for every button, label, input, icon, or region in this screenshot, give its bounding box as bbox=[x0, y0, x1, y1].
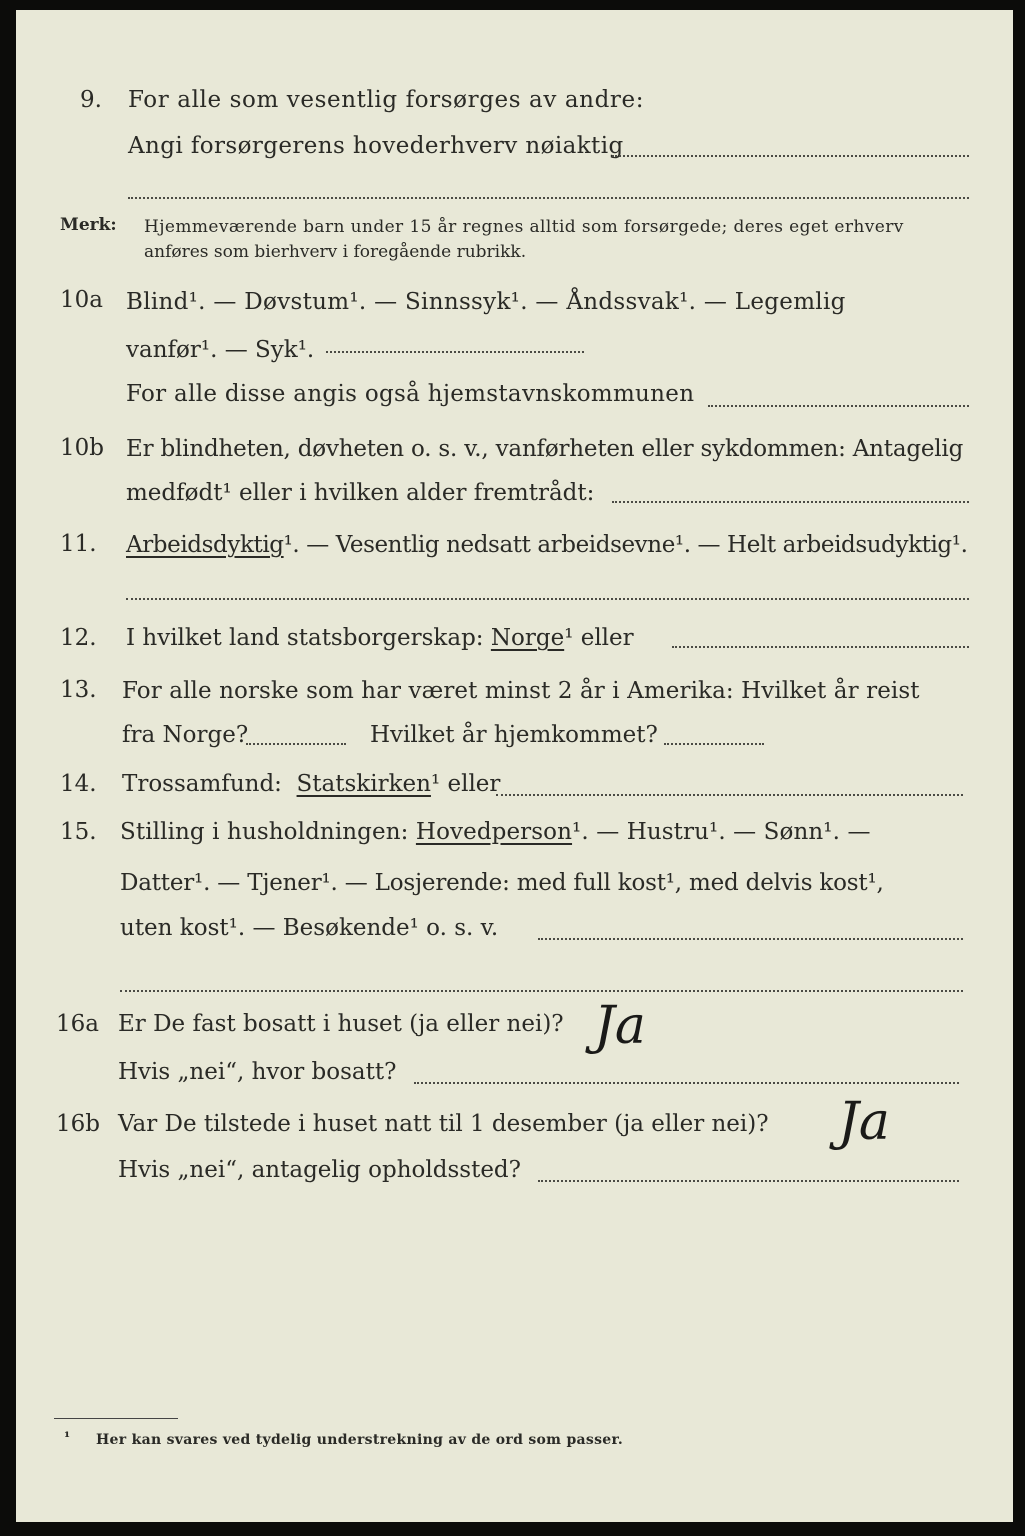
q16b-line1: Var De tilstede i huset natt til 1 desember (ja eller nei)? bbox=[118, 1111, 769, 1137]
q10b-number: 10b bbox=[60, 435, 104, 461]
q16b-handwritten-answer: Ja bbox=[838, 1092, 890, 1152]
merk-line2: anføres som bierhverv i foregående rubrikk. bbox=[144, 242, 527, 262]
q9-answer-line bbox=[612, 155, 969, 157]
q10b-line1: Er blindheten, døvheten o. s. v., vanførheten eller sykdommen: Antagelig bbox=[126, 436, 964, 462]
q10a-line3: For alle disse angis også hjemstavnskommunen bbox=[126, 381, 695, 407]
q14-post: ¹ eller bbox=[430, 771, 501, 797]
q15-answer-line-2 bbox=[120, 990, 963, 992]
q12-post: ¹ eller bbox=[564, 625, 634, 651]
q15-pre: Stilling i husholdningen: bbox=[120, 819, 409, 845]
census-form-page bbox=[16, 10, 1013, 1522]
q15-answer-line bbox=[538, 938, 963, 940]
q12-line bbox=[126, 624, 634, 652]
q14-number: 14. bbox=[60, 771, 97, 797]
q13-line2b: Hvilket år hjemkommet? bbox=[370, 722, 658, 748]
q16a-line1: Er De fast bosatt i huset (ja eller nei)? bbox=[118, 1011, 564, 1037]
q14-option-statskirken[interactable]: Statskirken bbox=[296, 771, 431, 797]
q15-line1-rest: ¹. — Hustru¹. — Sønn¹. — bbox=[572, 819, 871, 845]
q9-line1: For alle som vesentlig forsørges av andre: bbox=[128, 87, 645, 113]
merk-line1: Hjemmeværende barn under 15 år regnes alltid som forsørgede; deres eget erhverv bbox=[144, 217, 904, 237]
q14-answer-line bbox=[496, 794, 963, 796]
q13-hjemkommet-line bbox=[664, 743, 764, 745]
q10a-line2: vanfør¹. — Syk¹. bbox=[126, 337, 315, 363]
q16a-line2: Hvis „nei“, hvor bosatt? bbox=[118, 1059, 397, 1085]
q10b-answer-line bbox=[612, 501, 969, 503]
q16b-number: 16b bbox=[56, 1111, 100, 1137]
q9-line2: Angi forsørgerens hovederhverv nøiaktig bbox=[128, 133, 624, 159]
q11-number: 11. bbox=[60, 531, 97, 557]
q15-option-hovedperson[interactable]: Hovedperson bbox=[415, 819, 573, 845]
q11-rest: ¹. — Vesentlig nedsatt arbeidsevne¹. — Helt arbeidsudyktig¹. bbox=[283, 532, 968, 558]
footnote-rule bbox=[54, 1418, 178, 1419]
q9-number: 9. bbox=[80, 87, 102, 113]
q10a-kommune-line bbox=[708, 405, 969, 407]
q11-option-arbeidsdyktig[interactable]: Arbeidsdyktig bbox=[126, 532, 284, 558]
q15-line2: Datter¹. — Tjener¹. — Losjerende: med full kost¹, med delvis kost¹, bbox=[120, 870, 884, 896]
q10a-answer-line bbox=[326, 351, 584, 353]
q10a-number: 10a bbox=[60, 287, 103, 313]
footnote-text: Her kan svares ved tydelig understrekning av de ord som passer. bbox=[96, 1432, 624, 1448]
q16b-line2: Hvis „nei“, antagelig opholdssted? bbox=[118, 1157, 521, 1183]
q13-line2a: fra Norge? bbox=[122, 722, 249, 748]
q16a-handwritten-answer: Ja bbox=[594, 996, 646, 1056]
q15-line1 bbox=[120, 818, 871, 846]
q10a-line1: Blind¹. — Døvstum¹. — Sinnssyk¹. — Åndssvak¹. — Legemlig bbox=[126, 289, 846, 315]
q11-answer-line bbox=[126, 598, 969, 600]
q16a-number: 16a bbox=[56, 1011, 99, 1037]
q13-number: 13. bbox=[60, 677, 97, 703]
q12-number: 12. bbox=[60, 625, 97, 651]
q14-line bbox=[122, 770, 500, 798]
q14-pre: Trossamfund: bbox=[122, 771, 282, 797]
q13-reist-line bbox=[246, 743, 346, 745]
q11-line bbox=[126, 531, 967, 559]
q10b-line2: medfødt¹ eller i hvilken alder fremtrådt: bbox=[126, 480, 595, 506]
q12-answer-line bbox=[672, 646, 969, 648]
merk-label: Merk: bbox=[60, 215, 117, 235]
q16a-answer-line bbox=[414, 1082, 959, 1084]
q15-line3: uten kost¹. — Besøkende¹ o. s. v. bbox=[120, 915, 499, 941]
footnote-mark: ¹ bbox=[64, 1430, 71, 1446]
q9-answer-line-2 bbox=[128, 197, 969, 199]
q12-option-norge[interactable]: Norge bbox=[490, 625, 565, 651]
q15-number: 15. bbox=[60, 819, 97, 845]
q12-pre: I hvilket land statsborgerskap: bbox=[126, 625, 484, 651]
q16b-answer-line bbox=[538, 1180, 959, 1182]
q13-line1: For alle norske som har været minst 2 år i Amerika: Hvilket år reist bbox=[122, 678, 920, 704]
